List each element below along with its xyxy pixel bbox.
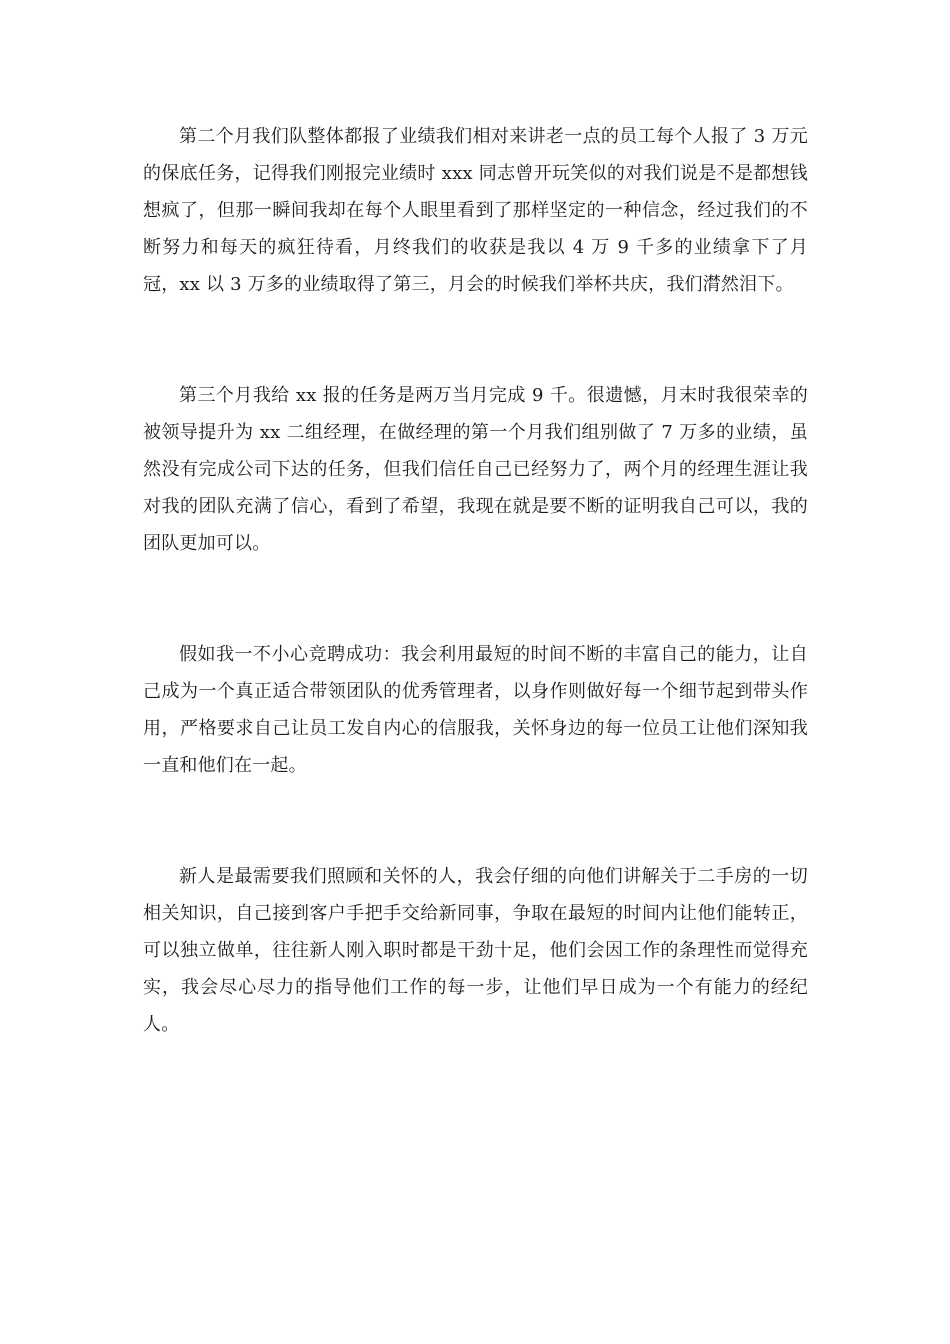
- paragraph-1: 第二个月我们队整体都报了业绩我们相对来讲老一点的员工每个人报了 3 万元的保底任务，记得我们刚报完业绩时 xxx 同志曾开玩笑似的对我们说是不是都想钱想疯了，但那一瞬间我却在每个人眼里看到了那样坚定的一种信念，经过我们的不断努力和每天的疯狂待看，月终我们的收获是我以 4 万 9 千多的业绩拿下了月冠，xx 以 3 万多的业绩取得了第三，月会的时候我们举杯共庆，我们潸然泪下。: [143, 126, 808, 295]
- paragraph-spacer: [143, 562, 808, 636]
- document-body: [143, 118, 808, 1043]
- paragraph-spacer: [143, 303, 808, 377]
- paragraph-3: 假如我一不小心竞聘成功：我会利用最短的时间不断的丰富自己的能力，让自己成为一个真正适合带领团队的优秀管理者，以身作则做好每一个细节起到带头作用，严格要求自己让员工发自内心的信服我，关怀身边的每一位员工让他们深知我一直和他们在一起。: [143, 644, 808, 776]
- paragraph-4: 新人是最需要我们照顾和关怀的人，我会仔细的向他们讲解关于二手房的一切相关知识，自己接到客户手把手交给新同事，争取在最短的时间内让他们能转正，可以独立做单，往往新人刚入职时都是干劲十足，他们会因工作的条理性而觉得充实，我会尽心尽力的指导他们工作的每一步，让他们早日成为一个有能力的经纪人。: [143, 866, 808, 1035]
- paragraph-2: 第三个月我给 xx 报的任务是两万当月完成 9 千。很遗憾，月末时我很荣幸的被领导提升为 xx 二组经理，在做经理的第一个月我们组别做了 7 万多的业绩，虽然没有完成公司下达的任务，但我们信任自己已经努力了，两个月的经理生涯让我对我的团队充满了信心，看到了希望，我现在就是要不断的证明我自己可以，我的团队更加可以。: [143, 385, 808, 554]
- paragraph-spacer: [143, 784, 808, 858]
